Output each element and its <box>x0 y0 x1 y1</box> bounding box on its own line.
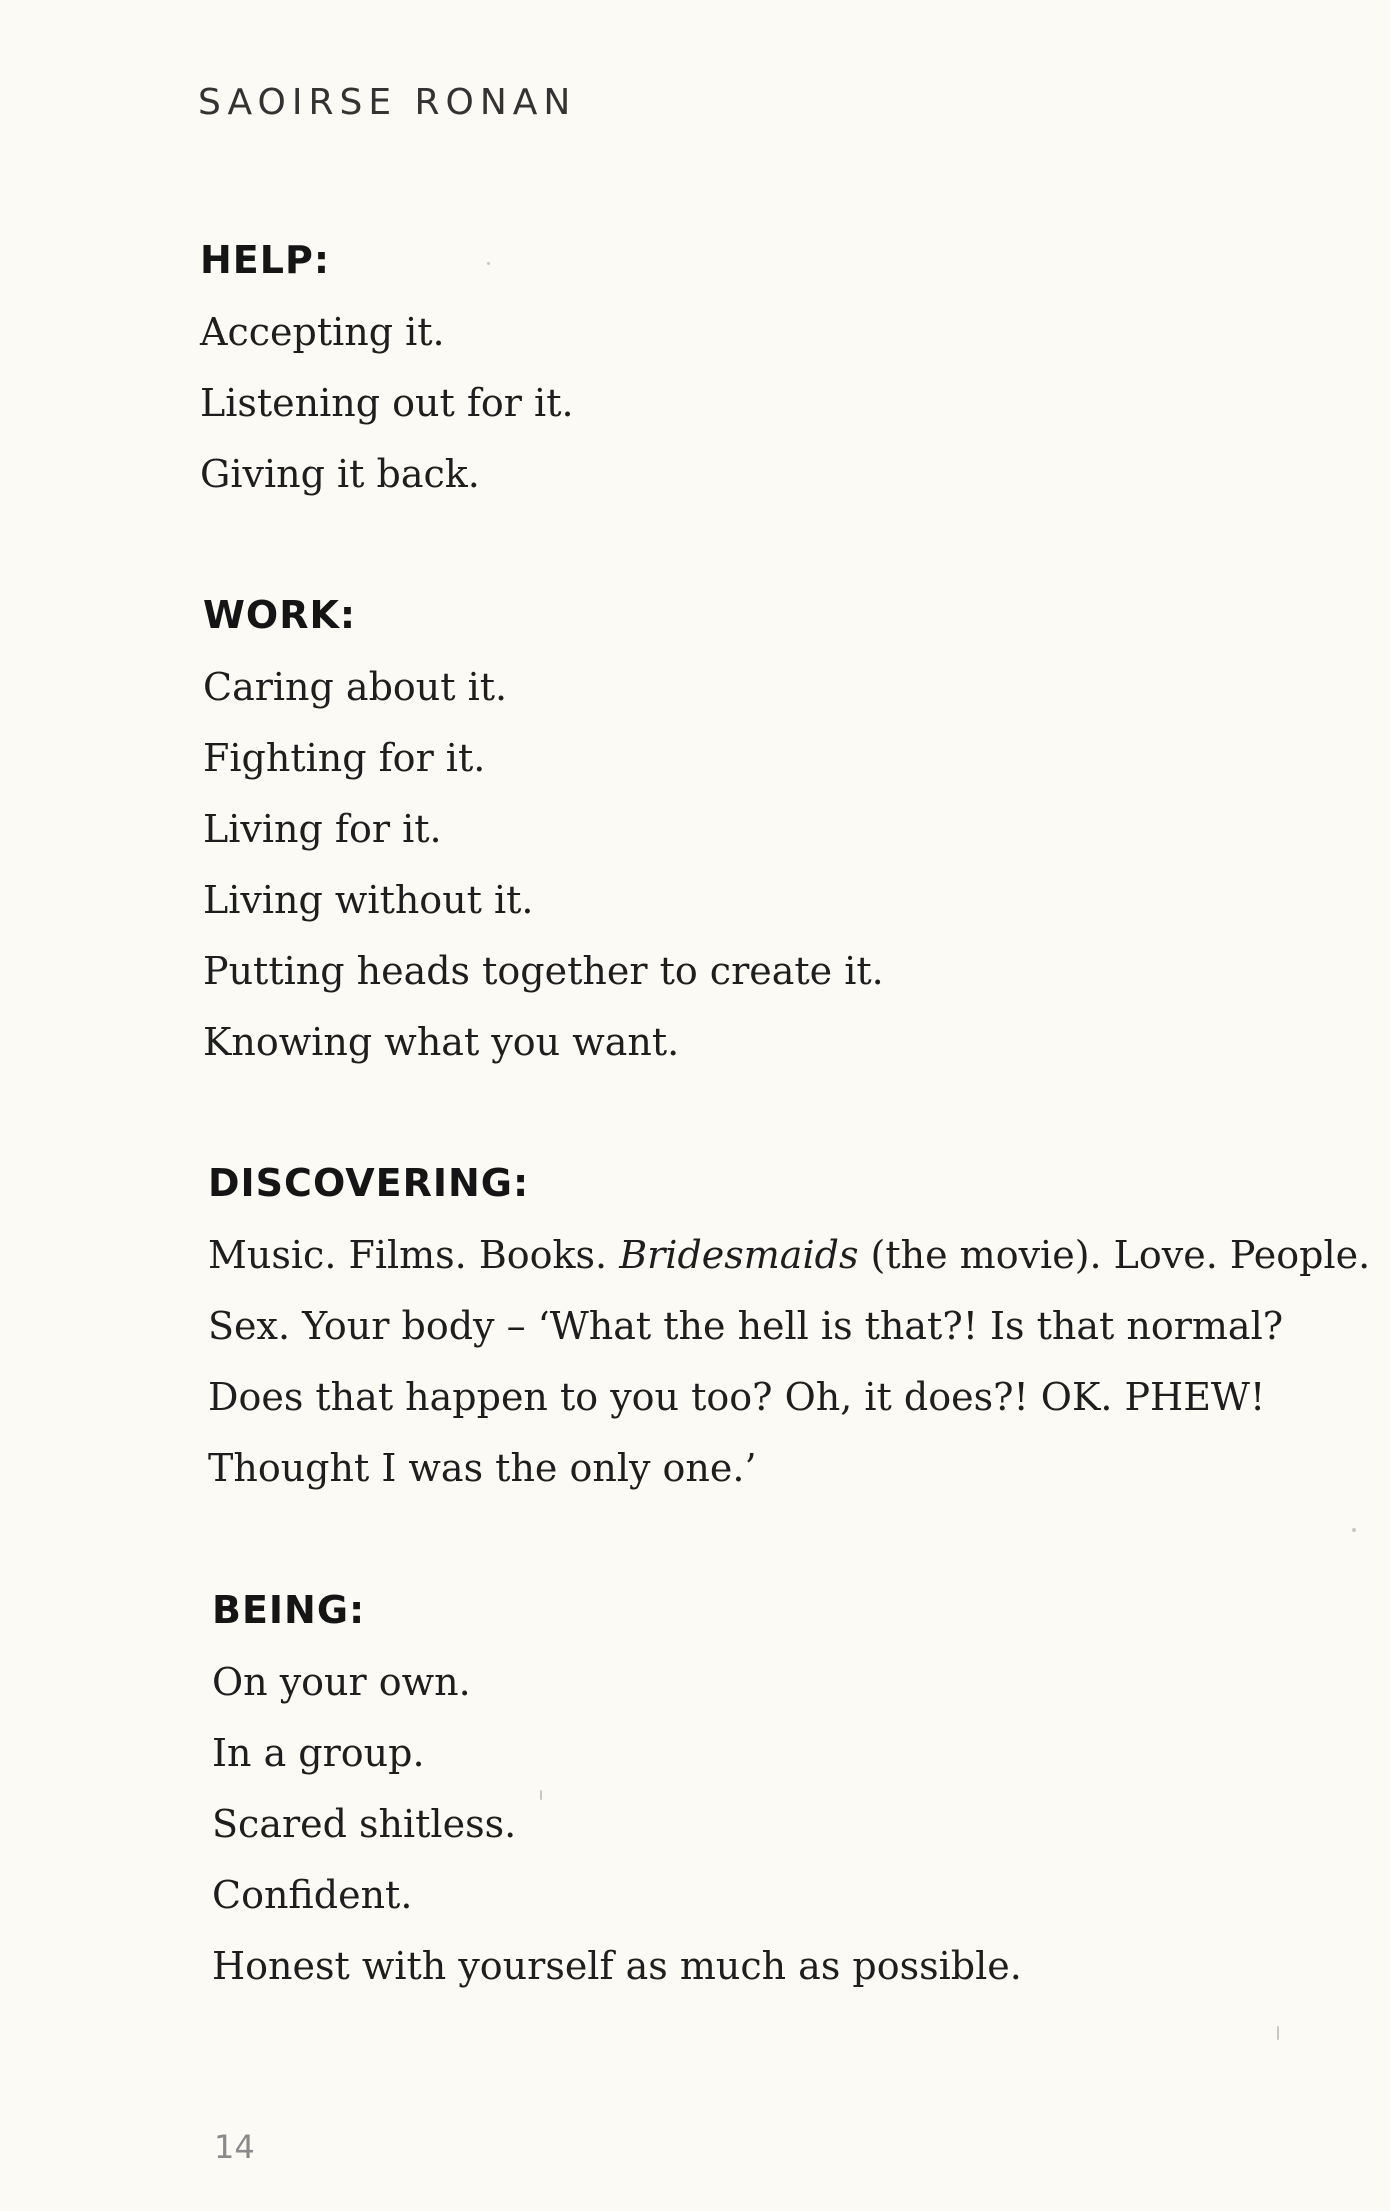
body-line: Does that happen to you too? Oh, it does?! OK. PHEW! <box>208 1375 1266 1419</box>
paper-speck <box>1277 2026 1279 2040</box>
text-run: (the movie). Love. People. <box>858 1233 1371 1277</box>
body-line: Thought I was the only one.’ <box>208 1446 757 1490</box>
section-being <box>212 1573 1390 2002</box>
body-line: In a group. <box>212 1731 425 1775</box>
paper-speck <box>487 262 490 265</box>
body-line: Fighting for it. <box>203 736 486 780</box>
body-line: Giving it back. <box>200 452 480 496</box>
section-help <box>200 223 1390 510</box>
body-line: Honest with yourself as much as possible. <box>212 1944 1022 1988</box>
section-heading: HELP: <box>200 238 331 282</box>
running-head: SAOIRSE RONAN <box>198 82 577 123</box>
body-line: Scared shitless. <box>212 1802 517 1846</box>
section-heading: BEING: <box>212 1588 366 1632</box>
body-line: Knowing what you want. <box>203 1020 680 1064</box>
paper-speck <box>1352 1528 1356 1532</box>
body-line: Living for it. <box>203 807 442 851</box>
body-line: Caring about it. <box>203 665 508 709</box>
text-run: Music. Films. Books. <box>208 1233 620 1277</box>
section-heading: WORK: <box>203 593 357 637</box>
body-line <box>208 1220 1390 1291</box>
body-line: Accepting it. <box>200 310 445 354</box>
section-work <box>203 578 1390 1078</box>
section-heading: DISCOVERING: <box>208 1161 530 1205</box>
section-discovering <box>208 1146 1390 1504</box>
body-line: Sex. Your body – ‘What the hell is that?! Is that normal? <box>208 1304 1284 1348</box>
body-line: Living without it. <box>203 878 534 922</box>
paper-speck <box>540 1790 542 1800</box>
body-line: On your own. <box>212 1660 471 1704</box>
page-number: 14 <box>214 2128 255 2166</box>
italic-title: Bridesmaids <box>619 1233 859 1277</box>
body-line: Putting heads together to create it. <box>203 949 884 993</box>
body-line: Listening out for it. <box>200 381 574 425</box>
body-line: Confident. <box>212 1873 413 1917</box>
